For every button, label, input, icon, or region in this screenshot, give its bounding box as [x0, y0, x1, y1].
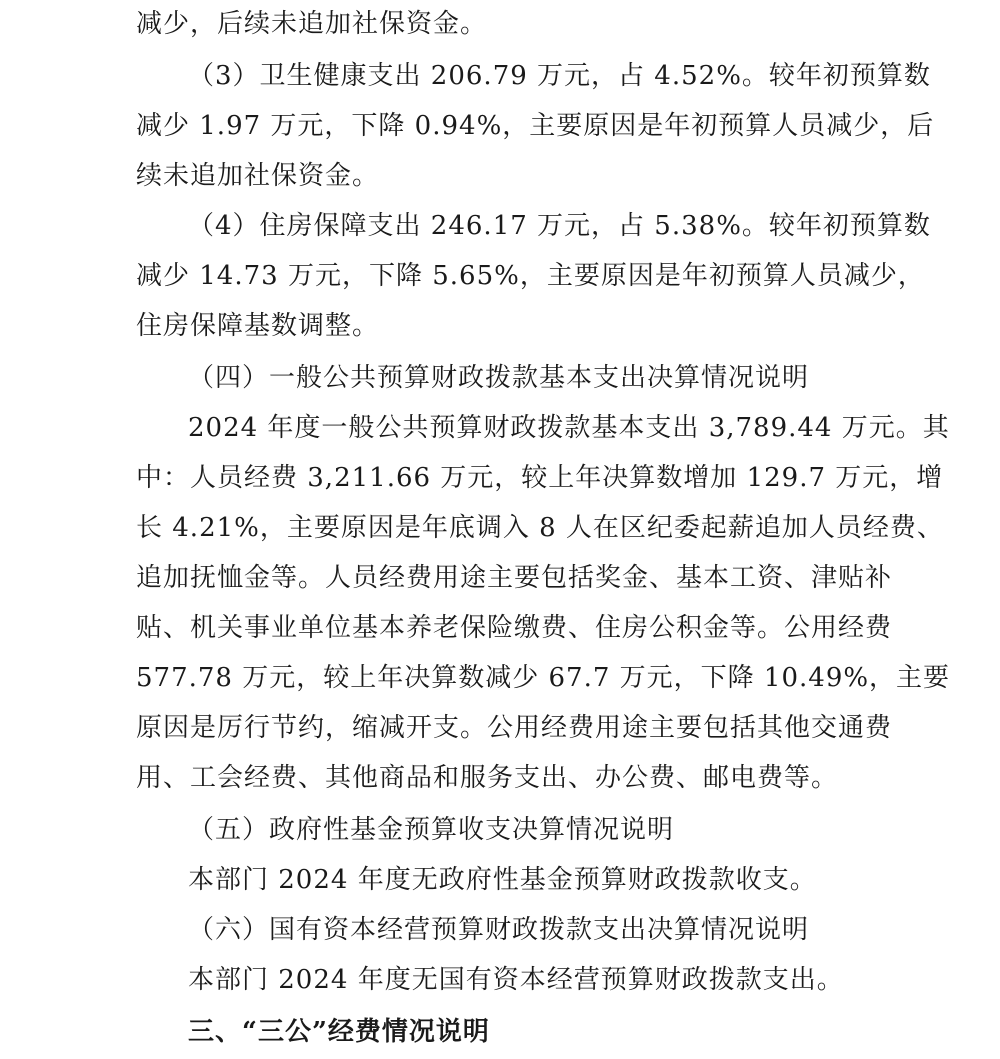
paragraph-line: 贴、机关事业单位基本养老保险缴费、住房公积金等。公用经费: [136, 613, 893, 643]
paragraph-line: 本部门 2024 年度无国有资本经营预算财政拨款支出。: [188, 965, 844, 995]
paragraph-line: 减少 14.73 万元，下降 5.65%，主要原因是年初预算人员减少，: [136, 261, 925, 291]
paragraph-line: 长 4.21%，主要原因是年底调入 8 人在区纪委起薪追加人员经费、: [136, 513, 944, 543]
section-6-heading: （六）国有资本经营预算财政拨款支出决算情况说明: [188, 915, 810, 945]
paragraph-line: 577.78 万元，较上年决算数减少 67.7 万元，下降 10.49%，主要: [136, 663, 951, 693]
paragraph-line: 用、工会经费、其他商品和服务支出、办公费、邮电费等。: [136, 763, 839, 793]
item-3-heading-line: （3）卫生健康支出 206.79 万元，占 4.52%。较年初预算数: [188, 61, 931, 91]
paragraph-line: 原因是厉行节约，缩减开支。公用经费用途主要包括其他交通费: [136, 713, 893, 743]
section-4-heading: （四）一般公共预算财政拨款基本支出决算情况说明: [188, 363, 810, 393]
paragraph-line: 本部门 2024 年度无政府性基金预算财政拨款收支。: [188, 865, 817, 895]
paragraph-line: 续未追加社保资金。: [136, 161, 380, 191]
paragraph-line: 减少 1.97 万元，下降 0.94%，主要原因是年初预算人员减少，后: [136, 111, 935, 141]
paragraph-line: 追加抚恤金等。人员经费用途主要包括奖金、基本工资、津贴补: [136, 563, 893, 593]
paragraph-line: 2024 年度一般公共预算财政拨款基本支出 3,789.44 万元。其: [188, 413, 950, 443]
chapter-3-heading: 三、“三公”经费情况说明: [188, 1017, 490, 1047]
paragraph-line: 减少，后续未追加社保资金。: [136, 9, 488, 39]
paragraph-line: 住房保障基数调整。: [136, 311, 380, 341]
section-5-heading: （五）政府性基金预算收支决算情况说明: [188, 815, 675, 845]
paragraph-line: 中：人员经费 3,211.66 万元，较上年决算数增加 129.7 万元，增: [136, 463, 944, 493]
item-4-heading-line: （4）住房保障支出 246.17 万元，占 5.38%。较年初预算数: [188, 211, 931, 241]
